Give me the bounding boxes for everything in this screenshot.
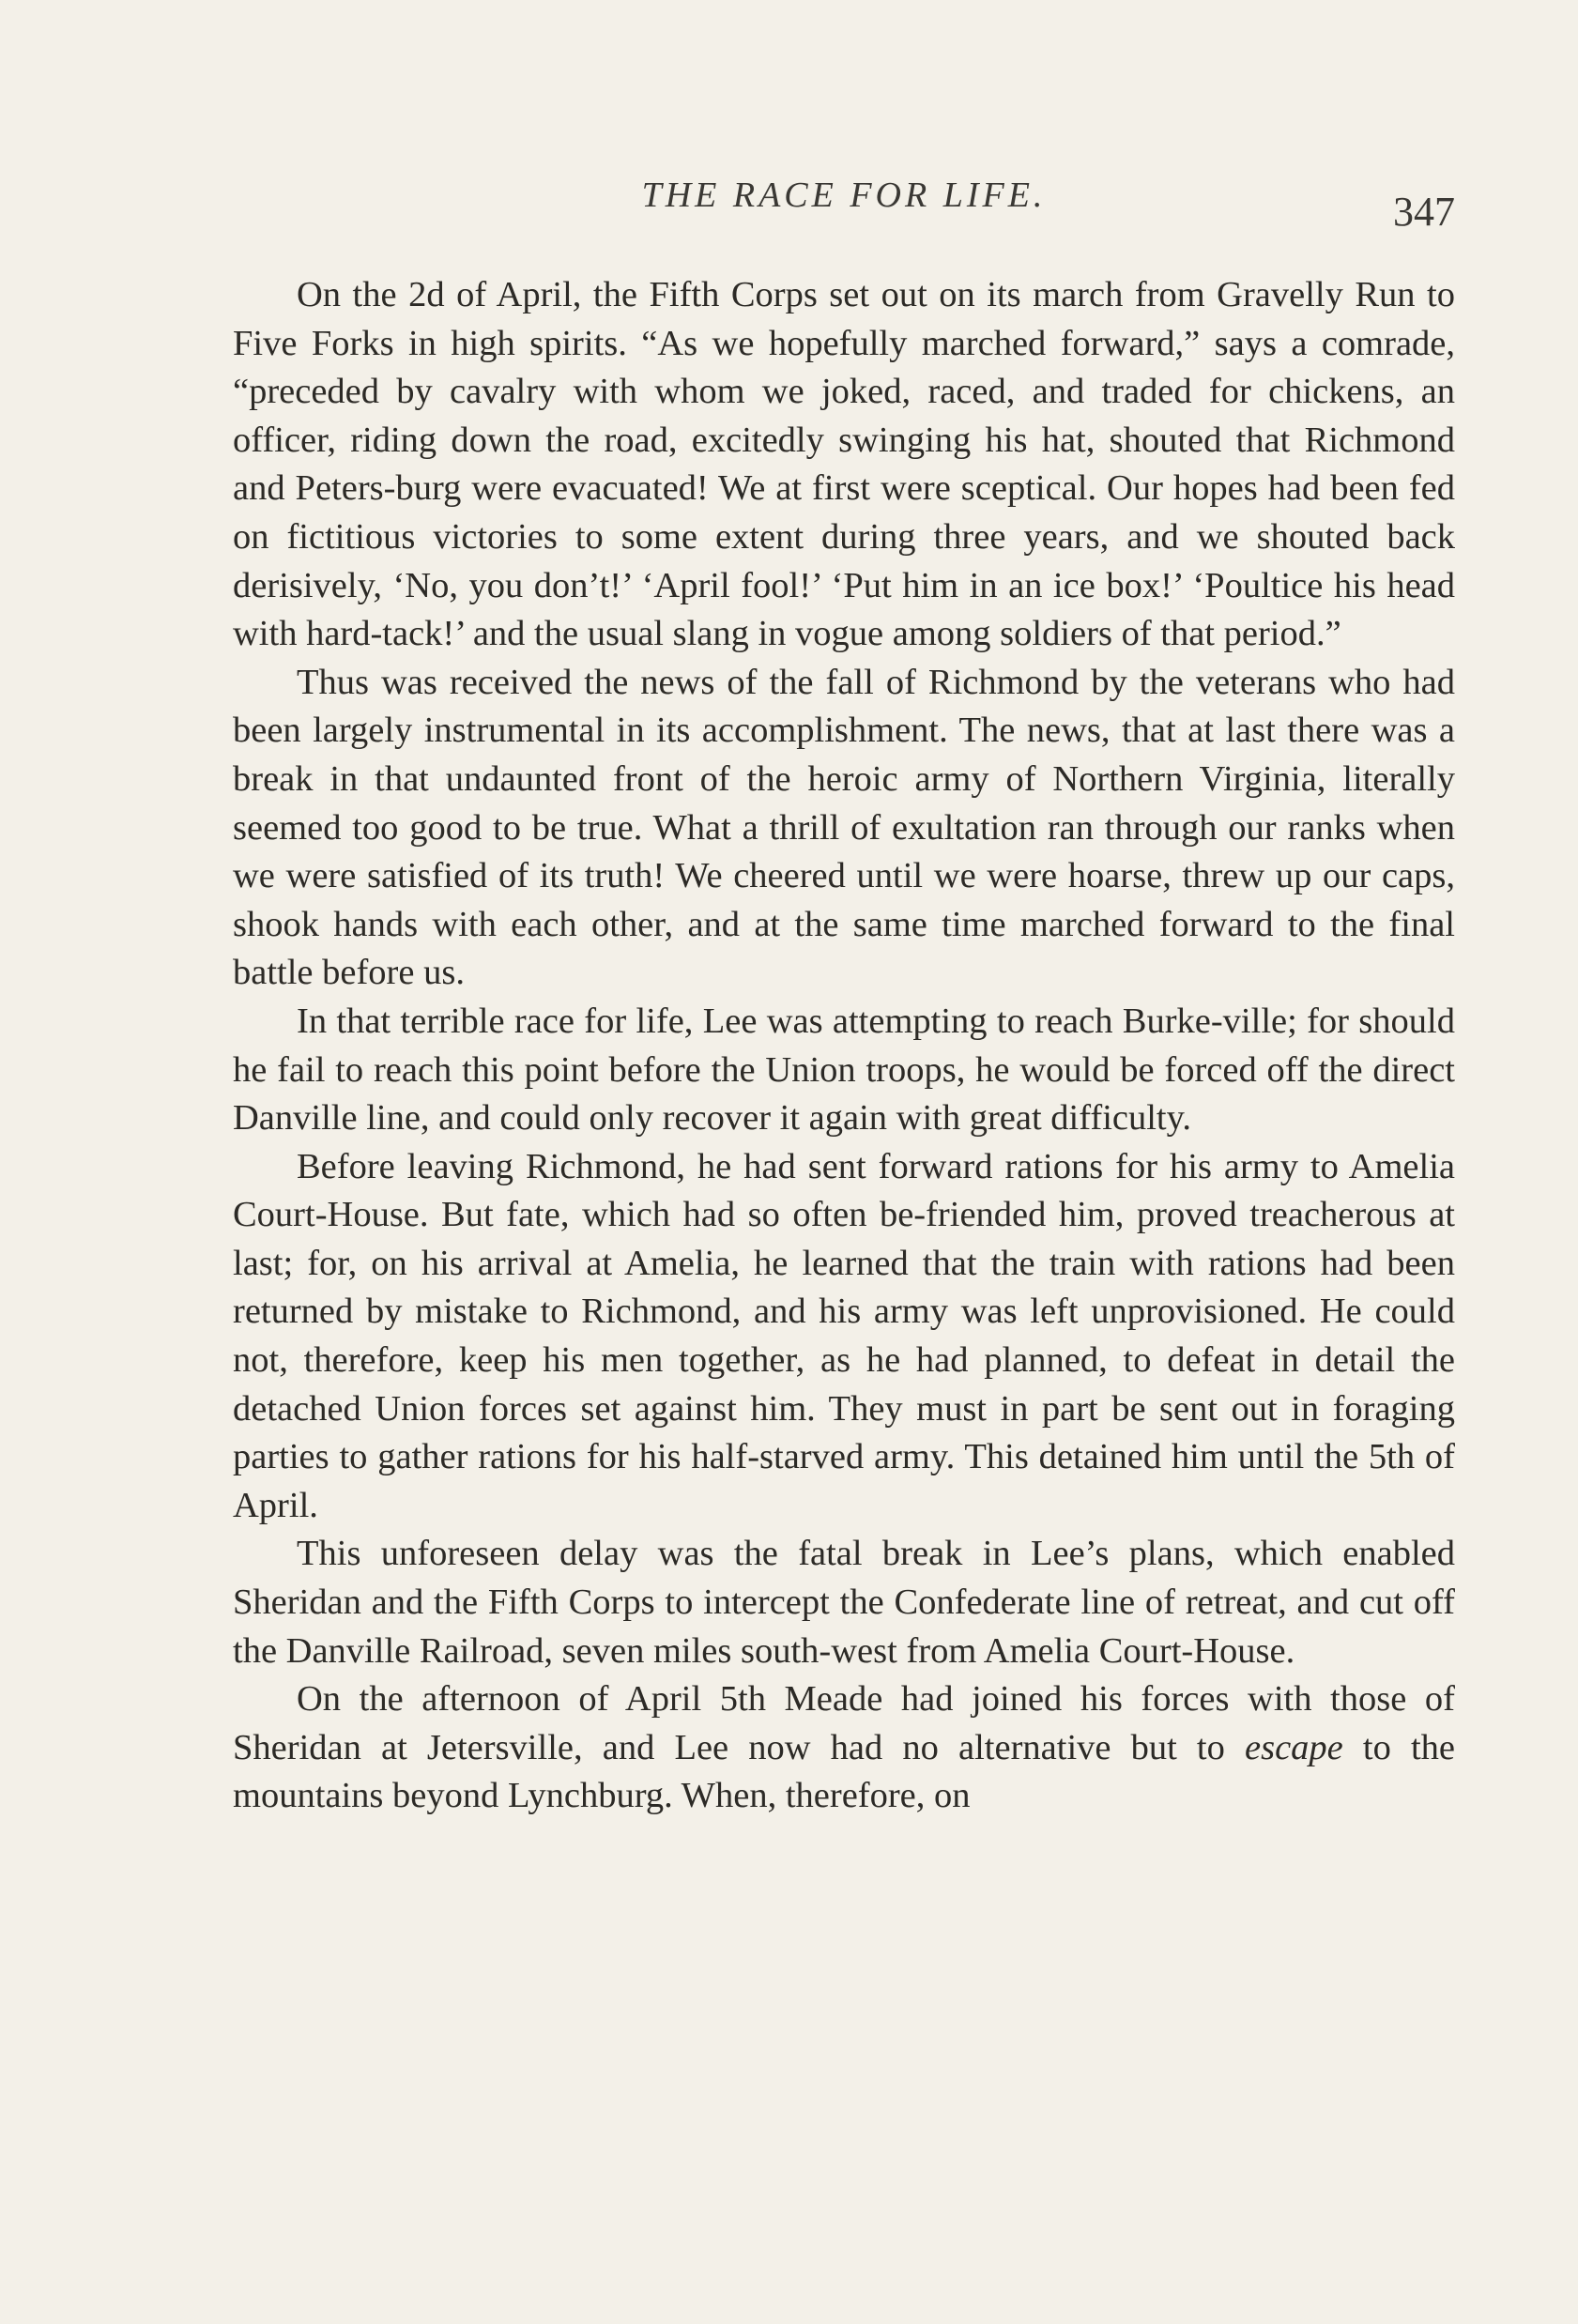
running-head: [233, 175, 1455, 235]
running-title: THE RACE FOR LIFE.: [641, 176, 1047, 215]
paragraph-race-for-life: In that terrible race for life, Lee was attempting to reach Burke-ville; for should he fail to reach this point before the Union troops, he would be forced off the direct Danville line, and could only recover it again with great difficulty.: [233, 1001, 1455, 1139]
paragraph-jetersville-start: On the afternoon of April 5th Meade had joined his forces with those of Sheridan at Jetersville, and Lee now had no alternative but to: [233, 1679, 1455, 1767]
paragraph-fall-of-richmond: Thus was received the news of the fall of Richmond by the veterans who had been largely instrumental in its accomplishment. The news, that at last there was a break in that undaunted front of the heroic army of Northern Virginia, literally seemed too good to be true. What a thrill of exultation ran through our ranks when we were satisfied of its truth! We cheered until we were hoarse, threw up our caps, shook hands with each other, and at the same time marched forward to the final battle before us.: [233, 662, 1455, 993]
paragraph-fatal-delay: This unforeseen delay was the fatal break in Lee’s plans, which enabled Sheridan and the Fifth Corps to intercept the Confederate line of retreat, and cut off the Danville Railroad, seven miles south-west from Amelia Court-House.: [233, 1534, 1455, 1671]
paragraph-five-forks-march: On the 2d of April, the Fifth Corps set out on its march from Gravelly Run to Five Forks in high spirits. “As we hopefully marched forward,” says a comrade, “preceded by cavalry with whom we joked, raced, and traded for chickens, an officer, riding down the road, excitedly swinging his hat, shouted that Richmond and Peters-burg were evacuated! We at first were sceptical. Our hopes had been fed on fictitious victories to some extent during three years, and we shouted back derisively, ‘No, you don’t!’ ‘April fool!’ ‘Put him in an ice box!’ ‘Poultice his head with hard-tack!’ and the usual slang in vogue among soldiers of that period.”: [233, 275, 1455, 654]
paragraph-jetersville-end: to the mountains beyond Lynchburg. When, therefore, on: [233, 1727, 1455, 1816]
paragraph-amelia-rations: Before leaving Richmond, he had sent forward rations for his army to Amelia Court-House. But fate, which had so often be-friended him, proved treacherous at last; for, on his arrival at Amelia, he learned that the train with rations had been returned by mistake to Richmond, and his army was left unprovisioned. He could not, therefore, keep his men together, as he had planned, to defeat in detail the detached Union forces set against him. They must in part be sent out in foraging parties to gather rations for his half-starved army. This detained him until the 5th of April.: [233, 1146, 1455, 1525]
paragraph-jetersville: [233, 1675, 1455, 1821]
page-number: 347: [1393, 189, 1455, 235]
emphasis-escape: escape: [1245, 1727, 1343, 1767]
body-text: [233, 271, 1455, 1821]
